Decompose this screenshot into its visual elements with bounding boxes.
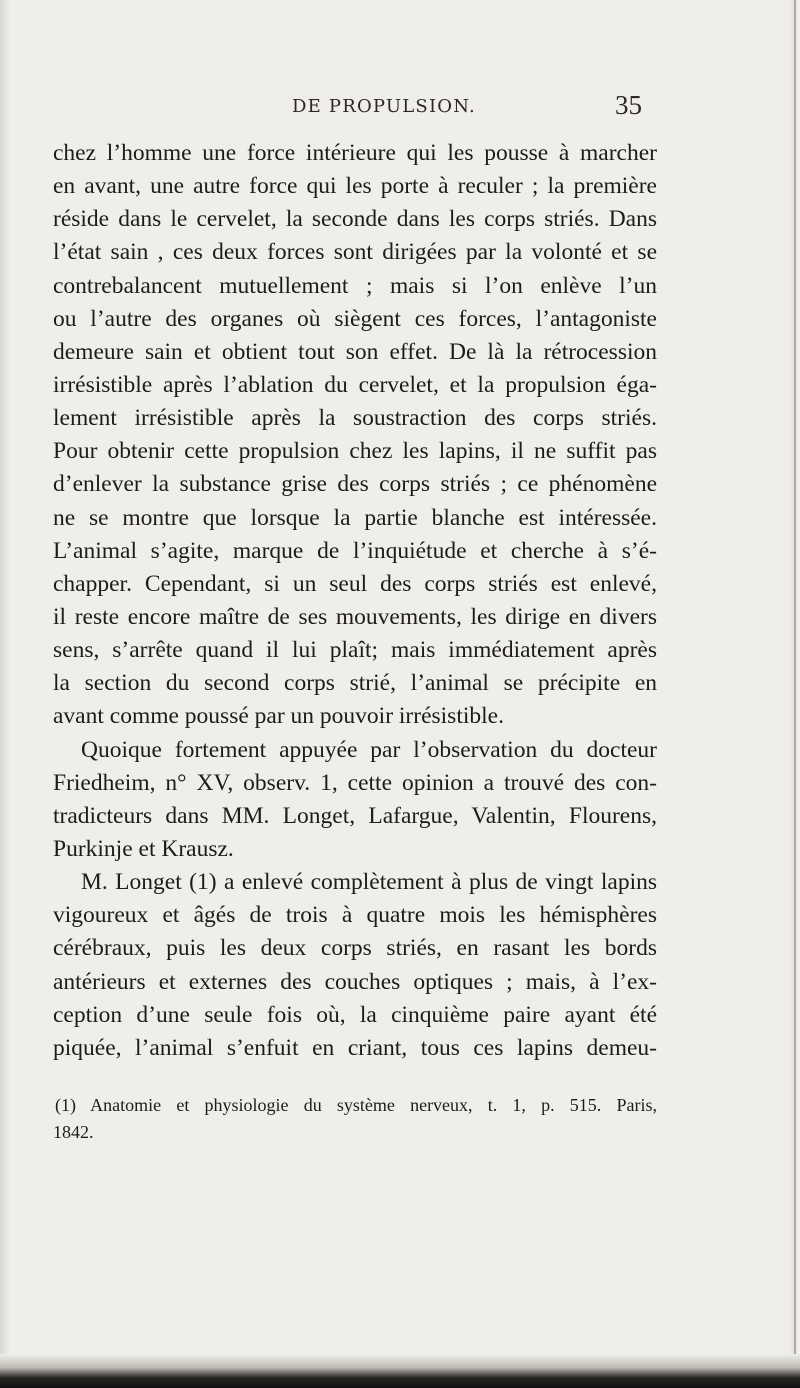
- text-line: lement irrésistible après la soustraction des corps striés.: [53, 405, 657, 432]
- text-line: d’enlever la substance grise des corps striés ; ce phénomène: [53, 471, 657, 498]
- text-line: ception d’une seule fois où, la cinquième paire ayant été: [53, 1001, 657, 1028]
- text-line: Friedheim, n° XV, observ. 1, cette opinion a trouvé des con-: [53, 769, 657, 796]
- page-gutter-shadow: [0, 0, 10, 1388]
- text-line: il reste encore maître de ses mouvements, les dirige en divers: [53, 603, 657, 630]
- text-line: Purkinje et Krausz.: [53, 835, 234, 862]
- text-line: chez l’homme une force intérieure qui les pousse à marcher: [53, 140, 657, 166]
- text-line: tradicteurs dans MM. Longet, Lafargue, Valentin, Flourens,: [53, 802, 657, 829]
- text-line: réside dans le cervelet, la seconde dans les corps striés. Dans: [53, 206, 657, 233]
- text-line: Pour obtenir cette propulsion chez les lapins, il ne suffit pas: [53, 438, 657, 465]
- scan-bottom-edge: [0, 1354, 800, 1388]
- text-line: M. Longet (1) a enlevé complètement à plus de vingt lapins: [81, 869, 657, 896]
- running-head: [228, 90, 642, 122]
- text-line: vigoureux et âgés de trois à quatre mois les hémisphères: [53, 902, 657, 929]
- footnote-line: (1) Anatomie et physiologie du système nerveux, t. 1, p. 515. Paris,: [55, 1095, 657, 1115]
- text-line: cérébraux, puis les deux corps striés, en rasant les bords: [53, 935, 657, 962]
- text-line: antérieurs et externes des couches optiques ; mais, à l’ex-: [53, 968, 657, 995]
- text-line: piquée, l’animal s’enfuit en criant, tous ces lapins demeu-: [53, 1034, 657, 1061]
- footnote-line: 1842.: [53, 1122, 94, 1142]
- page-number: 35: [615, 90, 642, 120]
- text-line: en avant, une autre force qui les porte à reculer ; la première: [53, 173, 657, 200]
- text-line: l’état sain , ces deux forces sont dirigées par la volonté et se: [53, 239, 657, 266]
- body-text: [53, 137, 657, 1065]
- text-line: Quoique fortement appuyée par l’observation du docteur: [81, 736, 657, 763]
- text-line: sens, s’arrête quand il lui plaît; mais immédiatement après: [53, 637, 657, 664]
- text-line: ou l’autre des organes où siègent ces forces, l’antagoniste: [53, 305, 657, 332]
- text-line: L’animal s’agite, marque de l’inquiétude et cherche à s’é-: [53, 537, 657, 564]
- footnote: [53, 1092, 657, 1146]
- text-line: irrésistible après l’ablation du cervelet, et la propulsion éga-: [53, 371, 657, 398]
- text-line: avant comme poussé par un pouvoir irrésistible.: [53, 703, 504, 730]
- text-line: la section du second corps strié, l’animal se précipite en: [53, 670, 657, 697]
- text-line: contrebalancent mutuellement ; mais si l’on enlève l’un: [53, 272, 657, 299]
- text-line: ne se montre que lorsque la partie blanche est intéressée.: [53, 504, 657, 531]
- page-edge-line: [794, 0, 796, 1388]
- text-line: chapper. Cependant, si un seul des corps striés est enlevé,: [53, 570, 657, 597]
- text-line: demeure sain et obtient tout son effet. De là la rétrocession: [53, 338, 657, 365]
- running-title: DE PROPULSION.: [292, 96, 476, 117]
